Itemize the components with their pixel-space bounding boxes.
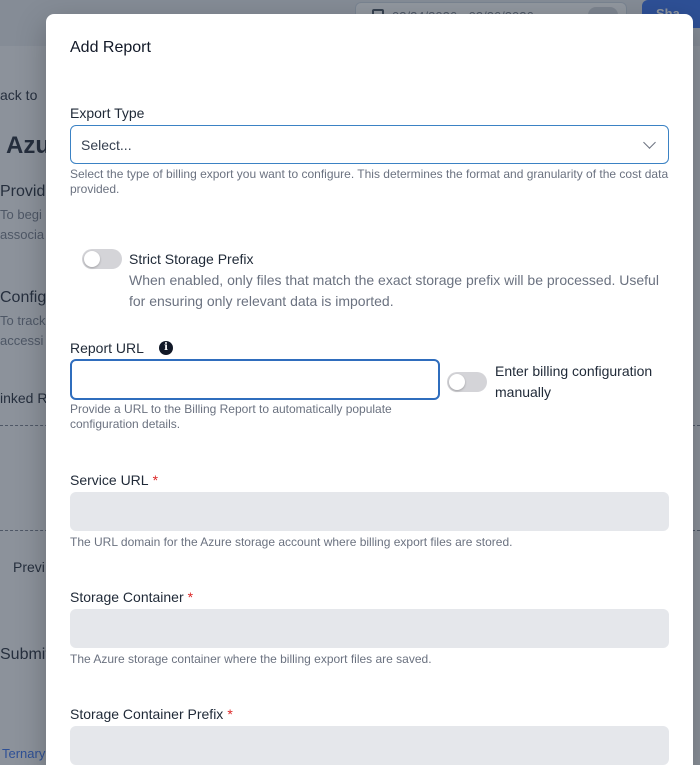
toggle-knob [84,251,100,267]
toggle-knob [449,374,465,390]
service-url-label-text: Service URL [70,472,149,488]
info-icon[interactable]: i [159,341,173,355]
report-url-help: Provide a URL to the Billing Report to automatically populate configuration details. [70,402,392,431]
service-url-help: The URL domain for the Azure storage account where billing export files are stored. [70,535,513,549]
add-report-modal [46,14,693,765]
chevron-down-icon [643,136,656,149]
service-url-label [70,472,158,488]
required-mark: * [152,472,159,488]
service-url-input[interactable] [70,492,669,531]
strict-prefix-description: When enabled, only files that match the exact storage prefix will be processed. Useful for ensuring only relevant data is imported. [129,272,659,309]
manual-config-toggle[interactable] [447,372,487,392]
required-mark: * [187,589,194,605]
manual-config-label: Enter billing configuration manually [495,363,653,400]
strict-prefix-toggle[interactable] [82,249,122,269]
export-type-label: Export Type [70,105,145,121]
export-type-help: Select the type of billing export you want to configure. This determines the format and granularity of the cost data provided. [70,167,669,196]
storage-prefix-label [70,706,233,722]
export-type-select[interactable] [70,125,669,164]
storage-prefix-label-text: Storage Container Prefix [70,706,224,722]
storage-container-label [70,589,193,605]
required-mark: * [227,706,233,722]
export-type-placeholder: Select... [81,137,132,153]
strict-prefix-title: Strict Storage Prefix [129,251,254,267]
report-url-label: Report URL [70,340,144,356]
storage-prefix-input[interactable] [70,726,669,765]
report-url-input[interactable] [70,359,440,400]
storage-container-input[interactable] [70,609,669,648]
storage-container-label-text: Storage Container [70,589,184,605]
modal-title: Add Report [70,39,151,56]
storage-container-help: The Azure storage container where the billing export files are saved. [70,652,432,666]
